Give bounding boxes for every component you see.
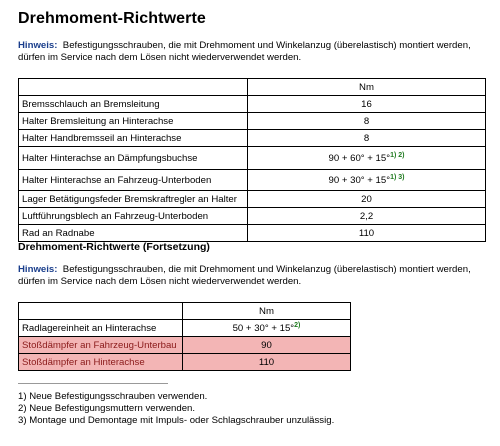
torque-value-cell	[248, 130, 486, 147]
table-row	[19, 320, 351, 337]
torque-value: 90	[261, 339, 272, 351]
footnote-1: 1) Neue Befestigungsschrauben verwenden.	[18, 391, 208, 402]
hint-note-1	[18, 40, 500, 64]
footnote-ref: 1) 3)	[390, 173, 405, 181]
torque-value-cell	[183, 337, 351, 354]
table-row	[19, 208, 486, 225]
table-header-row	[19, 303, 351, 320]
table-header-row	[19, 79, 486, 96]
component-cell: Halter Handbremsseil an Hinterachse	[19, 130, 248, 147]
component-cell: Radlagereinheit an Hinterachse	[19, 320, 183, 337]
footnote-ref: 1) 2)	[390, 151, 405, 159]
hint-text-line2: dürfen im Service nach dem Lösen nicht wiederverwendet werden.	[18, 52, 302, 63]
torque-value-cell	[248, 225, 486, 242]
torque-value-cell	[248, 96, 486, 113]
hint-note-2	[18, 264, 500, 288]
torque-value-cell	[248, 170, 486, 191]
torque-value: 16	[361, 98, 372, 110]
component-cell: Stoßdämpfer an Fahrzeug-Unterbau	[19, 337, 183, 354]
component-cell: Halter Bremsleitung an Hinterachse	[19, 113, 248, 130]
torque-value: 90 + 30° + 15°	[328, 174, 391, 186]
component-cell: Halter Hinterachse an Fahrzeug-Unterboden	[19, 170, 248, 191]
torque-value: 50 + 30° + 15°	[232, 322, 295, 334]
page-title: Drehmoment-Richtwerte	[18, 10, 206, 27]
table-row	[19, 225, 486, 242]
torque-value: 8	[363, 132, 370, 144]
footnote-divider	[18, 383, 168, 384]
torque-value: 90 + 60° + 15°	[328, 152, 391, 164]
torque-value-cell	[183, 354, 351, 371]
table-row	[19, 113, 486, 130]
torque-value: 20	[361, 193, 372, 205]
table-row-highlighted	[19, 337, 351, 354]
hint-label: Hinweis:	[18, 40, 58, 51]
table-header-nm: Nm	[183, 303, 351, 320]
hint-text-line1: Befestigungsschrauben, die mit Drehmoment und Winkelanzug (überelastisch) montiert werden,	[62, 40, 471, 51]
table-row	[19, 130, 486, 147]
torque-value: 8	[363, 115, 370, 127]
hint-text-line2: dürfen im Service nach dem Lösen nicht wiederverwendet werden.	[18, 276, 302, 287]
table-header-empty	[19, 303, 183, 320]
component-cell: Stoßdämpfer an Hinterachse	[19, 354, 183, 371]
table-header-nm: Nm	[248, 79, 486, 96]
torque-table-1	[18, 78, 486, 242]
component-cell: Luftführungsblech an Fahrzeug-Unterboden	[19, 208, 248, 225]
table-row	[19, 191, 486, 208]
torque-value-cell	[248, 191, 486, 208]
hint-label: Hinweis:	[18, 264, 58, 275]
torque-value: 110	[358, 227, 375, 239]
torque-value: 2,2	[359, 210, 374, 222]
torque-value: 110	[258, 356, 275, 368]
section-subtitle: Drehmoment-Richtwerte (Fortsetzung)	[18, 241, 210, 253]
torque-value-cell	[248, 113, 486, 130]
component-cell: Lager Betätigungsfeder Bremskraftregler an Halter	[19, 191, 248, 208]
footnote-2: 2) Neue Befestigungsmuttern verwenden.	[18, 403, 196, 414]
table-header-empty	[19, 79, 248, 96]
torque-value-cell	[248, 147, 486, 170]
hint-text-line1: Befestigungsschrauben, die mit Drehmoment und Winkelanzug (überelastisch) montiert werden,	[62, 264, 471, 275]
torque-value-cell	[248, 208, 486, 225]
component-cell: Bremsschlauch an Bremsleitung	[19, 96, 248, 113]
footnote-ref: 2)	[294, 321, 301, 329]
footnote-3: 3) Montage und Demontage mit Impuls- oder Schlagschrauber unzulässig.	[18, 415, 335, 426]
torque-table-2	[18, 302, 351, 371]
torque-value-cell	[183, 320, 351, 337]
table-row	[19, 147, 486, 170]
component-cell: Rad an Radnabe	[19, 225, 248, 242]
table-row	[19, 170, 486, 191]
table-row	[19, 96, 486, 113]
table-row-highlighted	[19, 354, 351, 371]
component-cell: Halter Hinterachse an Dämpfungsbuchse	[19, 147, 248, 170]
